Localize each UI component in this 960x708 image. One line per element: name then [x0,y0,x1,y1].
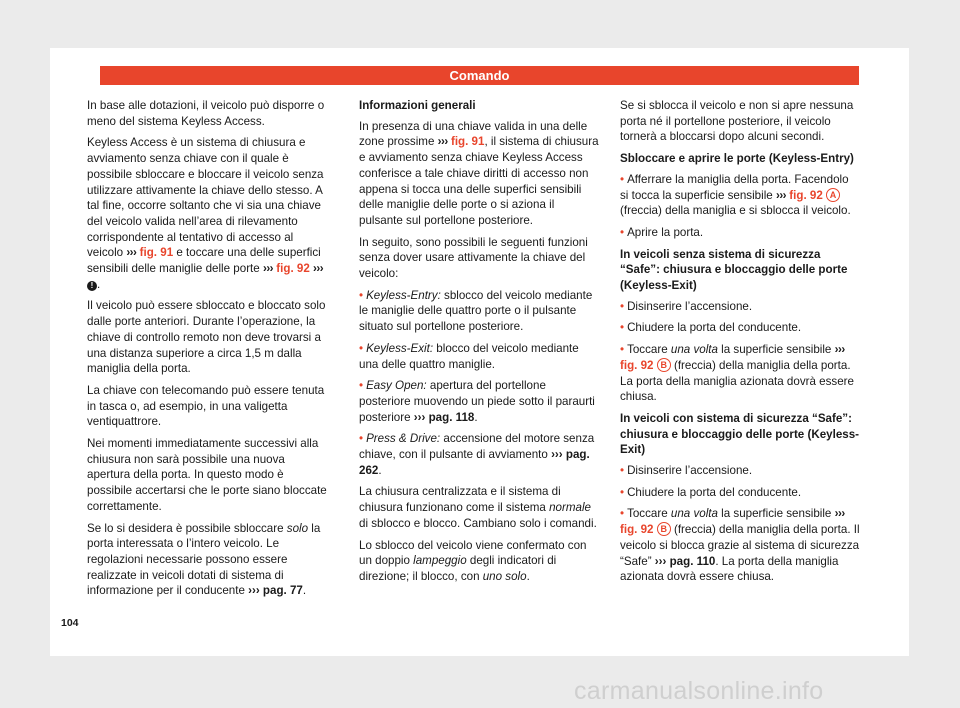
column-3 [620,98,860,591]
paragraph: In presenza di una chiave valida in una delle zone prossime ››› fig. 91, il sistema di chiusura e avviamento senza chiave Keyless Access conferisce a tale chiave diritti di accesso non appena si tocca una delle superfici sensibili delle maniglie delle porte o si aziona il pulsante sul portellone posteriore. [359,119,599,227]
bullet-icon: • [359,379,364,393]
bullet-icon: • [620,299,625,313]
list-item: • Keyless-Entry: sblocco del veicolo mediante le maniglie delle quattro porte o il pulsante situato sul portellone posteriore. [359,288,593,334]
paragraph: Il veicolo può essere sbloccato e bloccato solo dalle porte anteriori. Durante l’operazione, la chiave di controllo remoto non deve trovarsi a una distanza superiore a circa 1,5 m dalla maniglia della porta. [87,299,326,376]
fig-92-link[interactable]: fig. 92 [620,523,654,537]
bullet-icon: • [620,464,625,478]
list-item: • Toccare una volta la superficie sensibile ››› fig. 92 B (freccia) della maniglia della porta. La porta della maniglia azionata dovrà essere chiusa. [620,343,854,404]
list-item: • Aprire la porta. [620,225,704,239]
column-1 [87,98,327,605]
page-110-link[interactable]: ››› pag. 110 [654,554,716,568]
list-item: • Disinserire l’accensione. [620,464,753,478]
fig-91-link[interactable]: fig. 91 [139,246,174,260]
marker-b-icon: B [657,358,671,372]
list-item: • Easy Open: apertura del portellone posteriore muovendo un piede sotto il paraurti posteriore ››› pag. 118. [359,379,595,424]
marker-a-icon: A [826,188,840,202]
fig-91-link[interactable]: fig. 91 [450,135,485,149]
page-262-link[interactable]: ››› pag. 262 [359,448,590,477]
bullet-icon: • [620,225,625,239]
fig-92-link[interactable]: fig. 92 [620,358,654,372]
list-item: • Afferrare la maniglia della porta. Facendolo si tocca la superficie sensibile ››› fig. 92 A (freccia) della maniglia e si sblocca il veicolo. [620,172,851,218]
marker-b-icon: B [657,522,671,536]
section-heading: Sbloccare e aprire le porte (Keyless-Entry) [620,152,854,166]
list-item: • Disinserire l’accensione. [620,299,753,313]
list-item: • Chiudere la porta del conducente. [620,321,802,335]
section-heading: In veicoli con sistema di sicurezza “Safe”: chiusura e bloccaggio delle porte (Keyless-Exit) [620,411,860,457]
bullet-icon: • [359,288,364,302]
column-2 [359,98,599,591]
fig-92-link[interactable]: fig. 92 [789,188,823,202]
list-item: • Toccare una volta la superficie sensibile ››› fig. 92 B (freccia) della maniglia della porta. Il veicolo si blocca grazie al sistema di sicurezza “Safe” ››› pag. 110. La porta della maniglia azionata dovrà essere chiusa. [620,507,860,584]
list-item: • Press & Drive: accensione del motore senza chiave, con il pulsante di avviamento ››› pag. 262. [359,432,595,477]
section-heading: Informazioni generali [359,99,476,112]
paragraph: La chiusura centralizzata e il sistema di chiusura funzionano come il sistema normale di sblocco e blocco. Cambiano solo i comandi. [359,485,597,530]
fig-92-link[interactable]: fig. 92 [276,262,310,276]
page-number: 104 [61,617,79,629]
bullet-icon: • [620,172,625,186]
paragraph: Nei momenti immediatamente successivi alla chiusura non sarà possibile una nuova apertura della porta. In questo modo è possibile accertarsi che le porte siano bloccate correttamente. [87,437,327,513]
paragraph: In base alle dotazioni, il veicolo può disporre o meno del sistema Keyless Access. [87,99,325,128]
list-item: • Keyless-Exit: blocco del veicolo mediante una delle quattro maniglie. [359,341,579,371]
section-header: Comando [100,66,859,85]
paragraph: La chiave con telecomando può essere tenuta in tasca o, ad esempio, in una valigetta ventiquattrore. [87,383,325,429]
warning-icon: ! [87,281,97,291]
paragraph: Se si sblocca il veicolo e non si apre nessuna porta né il portellone posteriore, il veicolo tornerà a bloccarsi dopo alcuni secondi. [620,99,854,144]
section-heading: In veicoli senza sistema di sicurezza “Safe”: chiusura e bloccaggio delle porte (Keyless-Exit) [620,247,848,293]
page-77-link[interactable]: ››› pag. 77 [248,584,303,598]
paragraph: Keyless Access è un sistema di chiusura e avviamento senza chiave con il quale è possibile sbloccare e bloccare il veicolo senza utilizzare attivamente la chiave dello stesso. A tal fine, occorre soltanto che vi sia una chiave del veicolo valida nell’area di rilevamento corrispondente al tentativo di accesso al veicolo ››› fig. 91 e toccare una delle superfici sensibili delle maniglie delle porte ››› fig. 92 ››› ! . [87,136,324,291]
paragraph: Se lo si desidera è possibile sbloccare solo la porta interessata o l’intero veicolo. Le regolazioni necessarie possono essere realizzate in veicoli dotati di sistema di informazione per il conducente ››› pag. 77. [87,521,321,598]
paragraph: In seguito, sono possibili le seguenti funzioni senza dover usare attivamente la chiave del veicolo: [359,235,588,281]
bullet-icon: • [359,341,364,355]
bullet-icon: • [359,432,364,446]
bullet-icon: • [620,321,625,335]
bullet-icon: • [620,507,625,521]
page-118-link[interactable]: ››› pag. 118 [413,410,475,424]
paragraph: Lo sblocco del veicolo viene confermato con un doppio lampeggio degli indicatori di direzione; il blocco, con uno solo. [359,538,587,583]
bullet-icon: • [620,485,625,499]
list-item: • Chiudere la porta del conducente. [620,485,802,499]
watermark: carmanualsonline.info [574,677,824,705]
bullet-icon: • [620,343,625,357]
